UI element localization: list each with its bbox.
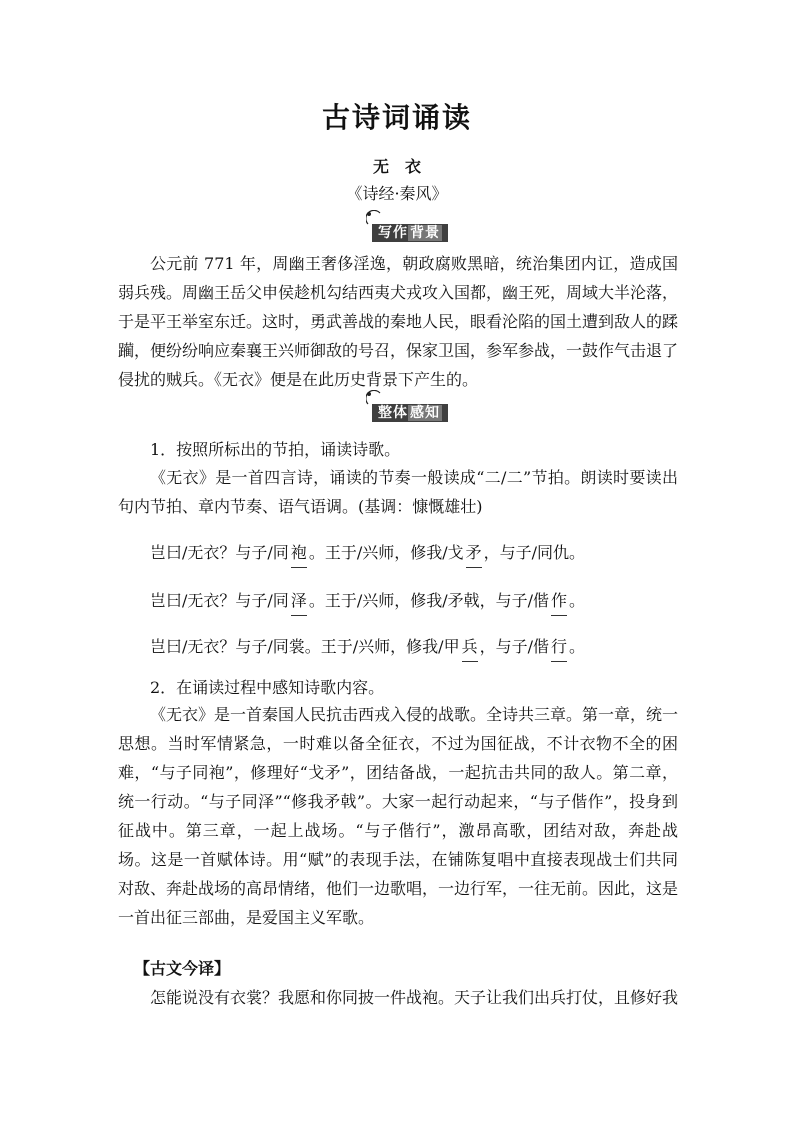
translation-text: 怎能说没有衣裳？我愿和你同披一件战袍。天子让我们出兵打仗，且修好我	[150, 988, 679, 1007]
translation-heading: 【古文今译】	[134, 959, 231, 978]
stanza-line-1: 岂曰/无衣？与子/同 袍 。王于/兴师，修我/戈 矛 ，与子/同仇。	[150, 540, 585, 563]
badge-label: 整体 感知	[372, 404, 448, 422]
task-2-text: 《无衣》是一首秦国人民抗击西戎入侵的战歌。全诗共三章。第一章，统一思想。当时军情紧急，一时难以备全征衣，不过为国征战，不计衣物不全的困难，“与子同袍”，修理好“戈矛”，团结备战，一起抗击共同的敌人。第二章，统一行动。“与子同泽”“修我矛戟”。大家一起行动起来，“与子偕作”，投身到征战中。第三章，一起上战场。“与子偕行”，激昂高歌，团结对敌，奔赴战场。这是一首赋体诗。用“赋”的表现手法，在铺陈复唱中直接表现战士们共同对敌、奔赴战场的高昂情绪，他们一边歌唱，一边行军，一往无前。因此，这是一首出征三部曲，是爱国主义军歌。	[118, 705, 679, 927]
stanza-line-2: 岂曰/无衣？与子/同 泽 。王于/兴师，修我/矛戟，与子/偕 作 。	[150, 588, 585, 611]
marked-word: 袍	[291, 540, 307, 563]
marked-word: 矛	[466, 540, 482, 563]
poem-source: 《诗经·秦风》	[346, 184, 448, 203]
background-paragraph: 公元前 771 年，周幽王奢侈淫逸，朝政腐败黑暗，统治集团内讧，造成国弱兵残。周幽王岳父申侯趁机勾结西夷犬戎攻入国都，幽王死，周域大半沦落，于是平王举室东迁。这时，勇武善战的秦地人民，眼看沦陷的国土遭到敌人的蹂躏，便纷纷响应秦襄王兴师御敌的号召，保家卫国，参军参战，一鼓作气击退了侵扰的贼兵。《无衣》便是在此历史背景下产生的。	[118, 254, 679, 389]
poem-title: 无 衣	[372, 157, 421, 176]
marked-word: 兵	[462, 634, 478, 657]
task-2-heading: 2．在诵读过程中感知诗歌内容。	[150, 678, 385, 697]
task-1-text: 《无衣》是一首四言诗，诵读的节奏一般读成“二/二”节拍。朗读时要读出句内节拍、章内节奏、语气语调。(基调：慷慨雄壮)	[118, 468, 678, 516]
task-1-heading: 1．按照所标出的节拍，诵读诗歌。	[150, 440, 401, 459]
marked-word: 作	[551, 588, 567, 611]
marked-word: 行	[551, 634, 567, 657]
page-title: 古诗词诵读	[321, 101, 472, 134]
badge-label: 写作 背景	[372, 224, 448, 242]
stanza-line-3: 岂曰/无衣？与子/同裳。王于/兴师，修我/甲 兵 ，与子/偕 行 。	[150, 634, 585, 657]
marked-word: 泽	[291, 588, 307, 611]
